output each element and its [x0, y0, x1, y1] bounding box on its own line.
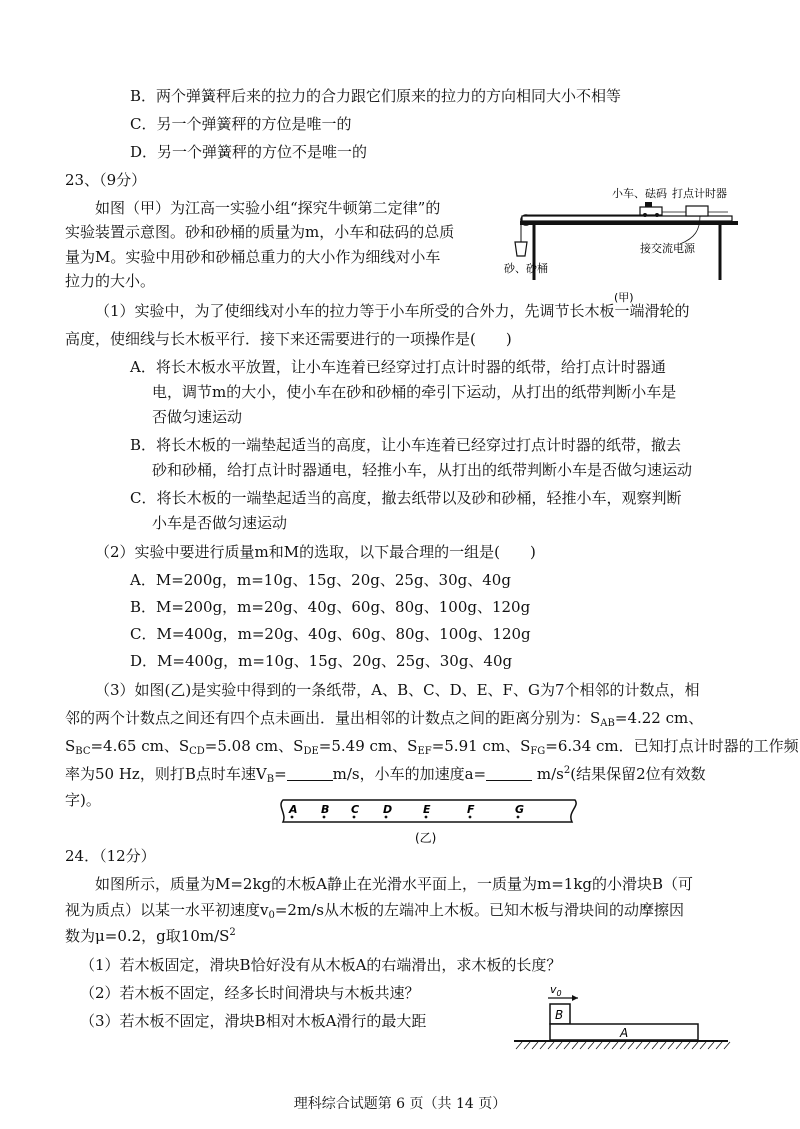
tape-dot [353, 816, 356, 819]
tape-dot [291, 816, 294, 819]
prev-option-b: B．两个弹簧秤后来的拉力的合力跟它们原来的拉力的方向相同大小不相等 [130, 87, 622, 105]
fig-jia-label-power: 接交流电源 [640, 242, 695, 255]
fig-jia-caption: (甲) [614, 291, 634, 304]
tape-dot [323, 816, 326, 819]
fig-jia-label-timer: 打点计时器 [672, 187, 727, 200]
q24-sub3: （3）若木板不固定，滑块B相对木板A滑行的最大距 [80, 1012, 427, 1030]
q23-intro-line2: 实验装置示意图。砂和砂桶的质量为m，小车和砝码的总质 [65, 223, 455, 241]
q23-intro-line1: 如图（甲）为江高一实验小组“探究牛顿第二定律”的 [95, 199, 441, 217]
tape-dot [385, 816, 388, 819]
q24-sub1: （1）若木板固定，滑块B恰好没有从木板A的右端滑出，求木板的长度？ [80, 956, 562, 974]
q24-sub2: （2）若木板不固定，经多长时间滑块与木板共速？ [80, 984, 420, 1002]
q23-p1-option-b-line2: 砂和砂桶，给打点计时器通电，轻推小车，从打出的纸带判断小车是否做匀速运动 [152, 461, 693, 479]
figure-jia [500, 180, 745, 310]
q23-p3-line1: （3）如图(乙)是实验中得到的一条纸带，A、B、C、D、E、F、G为7个相邻的计数点，相 [95, 681, 700, 699]
q23-p1-stem-line2: 高度，使细线与长木板平行．接下来还需要进行的一项操作是( ) [65, 330, 512, 348]
tape-point-label: B [321, 803, 330, 816]
prev-option-d: D．另一个弹簧秤的方位不是唯一的 [130, 143, 368, 161]
table-top [520, 221, 738, 225]
tape-caption: (乙) [415, 831, 437, 845]
q23-p1-option-b-line1: B．将长木板的一端垫起适当的高度，让小车连着已经穿过打点计时器的纸带，撤去 [130, 436, 682, 454]
prev-option-c: C．另一个弹簧秤的方位是唯一的 [130, 115, 352, 133]
answer-blank-vb[interactable] [287, 766, 333, 781]
q23-p3-line4: 率为50 Hz，则打B点时车速$V_B= m/s$，小车的加速度$a= m/s^2$(结果保留2位有效数 [65, 765, 706, 785]
q23-p1-option-a-line2: 电，调节m的大小，使小车在砂和砂桶的牵引下运动，从打出的纸带判断小车是 [152, 383, 677, 401]
q23-p1-option-a-line1: A．将长木板水平放置，让小车连着已经穿过打点计时器的纸带，给打点计时器通 [130, 358, 666, 376]
long-board [522, 216, 732, 221]
velocity-arrow-icon [572, 995, 578, 1001]
q23-p3-line2: 邻的两个计数点之间还有四个点未画出．量出相邻的计数点之间的距离分别为：$S_{AB}=4.22$ cm、 [65, 709, 704, 729]
timer-icon [686, 206, 708, 216]
sand-bucket-icon [515, 242, 527, 256]
q23-p2-option-a: A．M=200g，m=10g、15g、20g、25g、30g、40g [130, 571, 511, 589]
tape-point-label: D [383, 803, 393, 816]
q23-p1-stem-line1: （1）实验中，为了使细线对小车的拉力等于小车所受的合外力，先调节长木板一端滑轮的 [95, 302, 690, 320]
q23-p3-line5: 字)。 [65, 791, 101, 809]
tape-point-label: E [423, 803, 431, 816]
figure-q24-blocks [510, 980, 735, 1050]
q24-line1: 如图所示，质量为M=2kg的木板A静止在光滑水平面上，一质量为m=1kg的小滑块B（可 [95, 875, 694, 893]
q23-intro-line4: 拉力的大小。 [65, 272, 156, 290]
q23-p1-option-c-line1: C．将长木板的一端垫起适当的高度，撤去纸带以及砂和砂桶，轻推小车，观察判断 [130, 489, 682, 507]
page-footer: 理科综合试题第 6 页（共 14 页） [293, 1096, 507, 1112]
tape-dot [425, 816, 428, 819]
answer-blank-a[interactable] [486, 766, 532, 781]
q24-line2: 视为质点）以某一水平初速度$v_0=2m/s$从木板的左端冲上木板。已知木板与滑块间的动摩擦因 [65, 901, 684, 921]
q23-intro-line3: 量为M。实验中用砂和砂桶总重力的大小作为细线对小车 [65, 248, 441, 266]
fig-jia-label-sand: 砂、砂桶 [504, 262, 548, 275]
q23-p1-option-a-line3: 否做匀速运动 [152, 408, 243, 426]
q23-p1-option-c-line2: 小车是否做匀速运动 [152, 514, 288, 532]
block-b-label: B [555, 1008, 564, 1022]
tape-point-label: G [515, 803, 525, 816]
q24-header: 24．（12分） [65, 847, 156, 865]
tape-point-label: F [467, 803, 475, 816]
q24-line3: 数为μ=0.2，g取$10m/S^2$ [65, 927, 236, 945]
figure-yi-tape [275, 796, 585, 848]
q23-header: 23、（9分） [65, 171, 147, 189]
q23-p2-stem: （2）实验中要进行质量m和M的选取，以下最合理的一组是( ) [95, 543, 536, 561]
board-a-label: A [620, 1026, 629, 1040]
tape-point-label: A [289, 803, 298, 816]
tape-point-label: C [351, 803, 360, 816]
q23-p2-option-b: B．M=200g，m=20g、40g、60g、80g、100g、120g [130, 598, 531, 616]
q23-p2-option-c: C．M=400g，m=20g、40g、60g、80g、100g、120g [130, 625, 531, 643]
velocity-label: $v_0$ [550, 983, 562, 998]
q23-p2-option-d: D．M=400g，m=10g、15g、20g、25g、30g、40g [130, 652, 513, 670]
q23-p3-line3: $S_{BC}=4.65$ cm、$S_{CD}=5.08$ cm、$S_{DE}=5.49$ cm、$S_{EF}=5.91$ cm、$S_{FG}=6.34$ cm．已知打点计时器的工作频 [65, 737, 799, 757]
cart-icon [640, 207, 662, 215]
fig-jia-label-cart: 小车、砝码 [612, 187, 667, 200]
tape-dot [469, 816, 472, 819]
tape-dot [517, 816, 520, 819]
